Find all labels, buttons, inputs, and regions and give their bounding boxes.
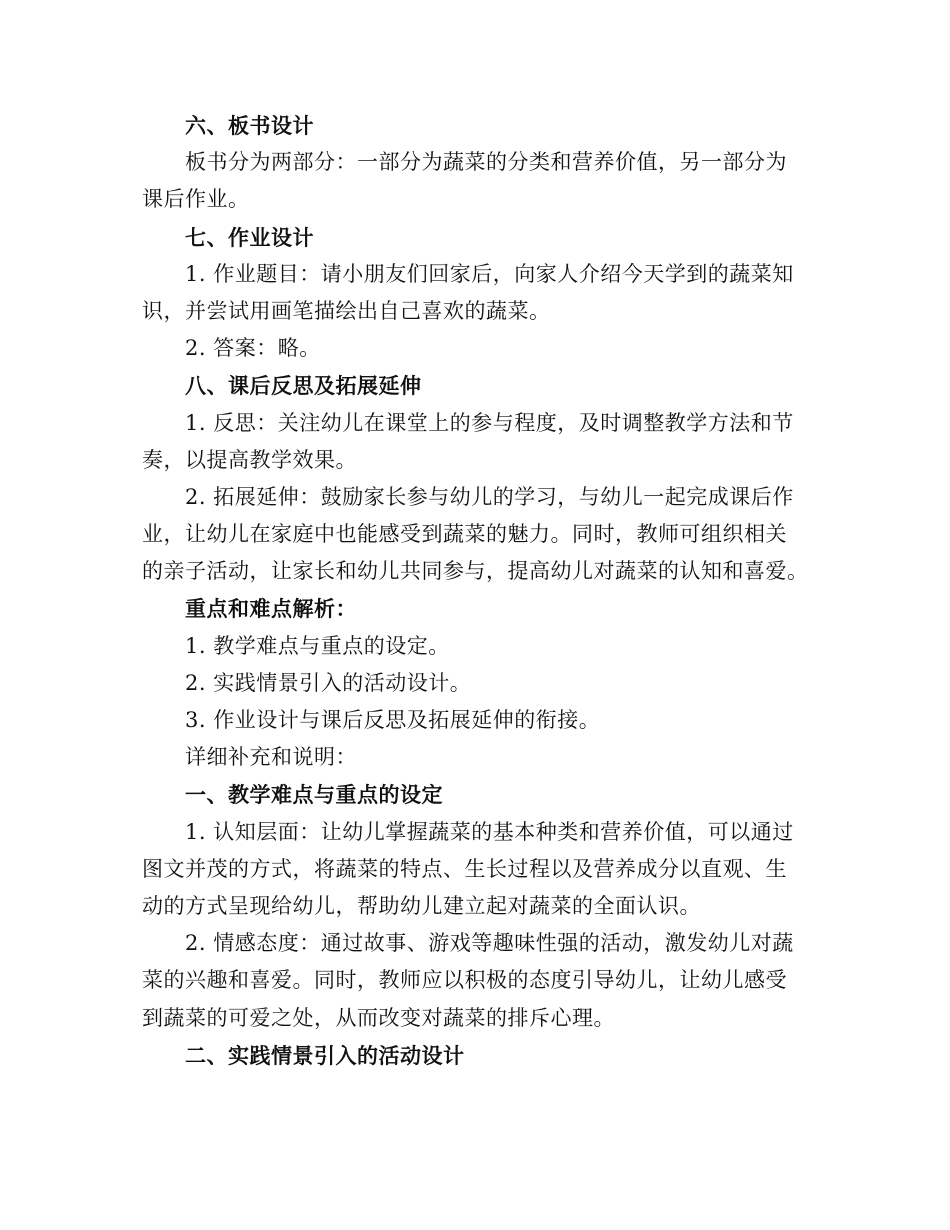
paragraph-line: 图文并茂的方式，将蔬菜的特点、生长过程以及营养成分以直观、生 — [142, 856, 787, 881]
list-item-line: 3. 作业设计与课后反思及拓展延伸的衔接。 — [185, 708, 601, 732]
section-heading: 一、教学难点与重点的设定 — [185, 782, 443, 808]
paragraph-line: 的亲子活动，让家长和幼儿共同参与，提高幼儿对蔬菜的认知和喜爱。 — [142, 559, 809, 584]
list-item-line: 2. 答案：略。 — [185, 336, 321, 361]
section-heading: 八、课后反思及拓展延伸 — [185, 373, 422, 399]
paragraph-line: 课后作业。 — [142, 187, 250, 212]
section-heading: 二、实践情景引入的活动设计 — [185, 1042, 465, 1068]
paragraph-line: 动的方式呈现给幼儿，帮助幼儿建立起对蔬菜的全面认识。 — [142, 893, 701, 918]
paragraph-line: 奏，以提高教学效果。 — [142, 447, 357, 472]
paragraph-line: 菜的兴趣和喜爱。同时，教师应以积极的态度引导幼儿，让幼儿感受 — [142, 968, 787, 993]
list-item-line: 2. 实践情景引入的活动设计。 — [185, 670, 472, 695]
paragraph-line: 识，并尝试用画笔描绘出自己喜欢的蔬菜。 — [142, 298, 551, 323]
paragraph-line: 到蔬菜的可爱之处，从而改变对蔬菜的排斥心理。 — [142, 1005, 615, 1030]
list-item-line: 2. 情感态度：通过故事、游戏等趣味性强的活动，激发幼儿对蔬 — [185, 931, 794, 956]
list-item-line: 1. 教学难点与重点的设定。 — [185, 633, 450, 658]
section-heading: 七、作业设计 — [185, 224, 314, 250]
paragraph-line: 板书分为两部分：一部分为蔬菜的分类和营养价值，另一部分为 — [185, 150, 787, 175]
list-item-line: 1. 反思：关注幼儿在课堂上的参与程度，及时调整教学方法和节 — [185, 410, 794, 435]
list-item-line: 1. 认知层面：让幼儿掌握蔬菜的基本种类和营养价值，可以通过 — [185, 819, 794, 844]
list-item-line: 1. 作业题目：请小朋友们回家后，向家人介绍今天学到的蔬菜知 — [185, 261, 794, 286]
document-page — [142, 107, 807, 1074]
paragraph-line: 详细补充和说明： — [185, 745, 357, 770]
paragraph-line: 业，让幼儿在家庭中也能感受到蔬菜的魅力。同时，教师可组织相关 — [142, 522, 787, 547]
section-heading: 六、板书设计 — [185, 113, 314, 138]
section-heading: 重点和难点解析： — [185, 596, 357, 622]
list-item-line: 2. 拓展延伸：鼓励家长参与幼儿的学习，与幼儿一起完成课后作 — [185, 484, 794, 509]
